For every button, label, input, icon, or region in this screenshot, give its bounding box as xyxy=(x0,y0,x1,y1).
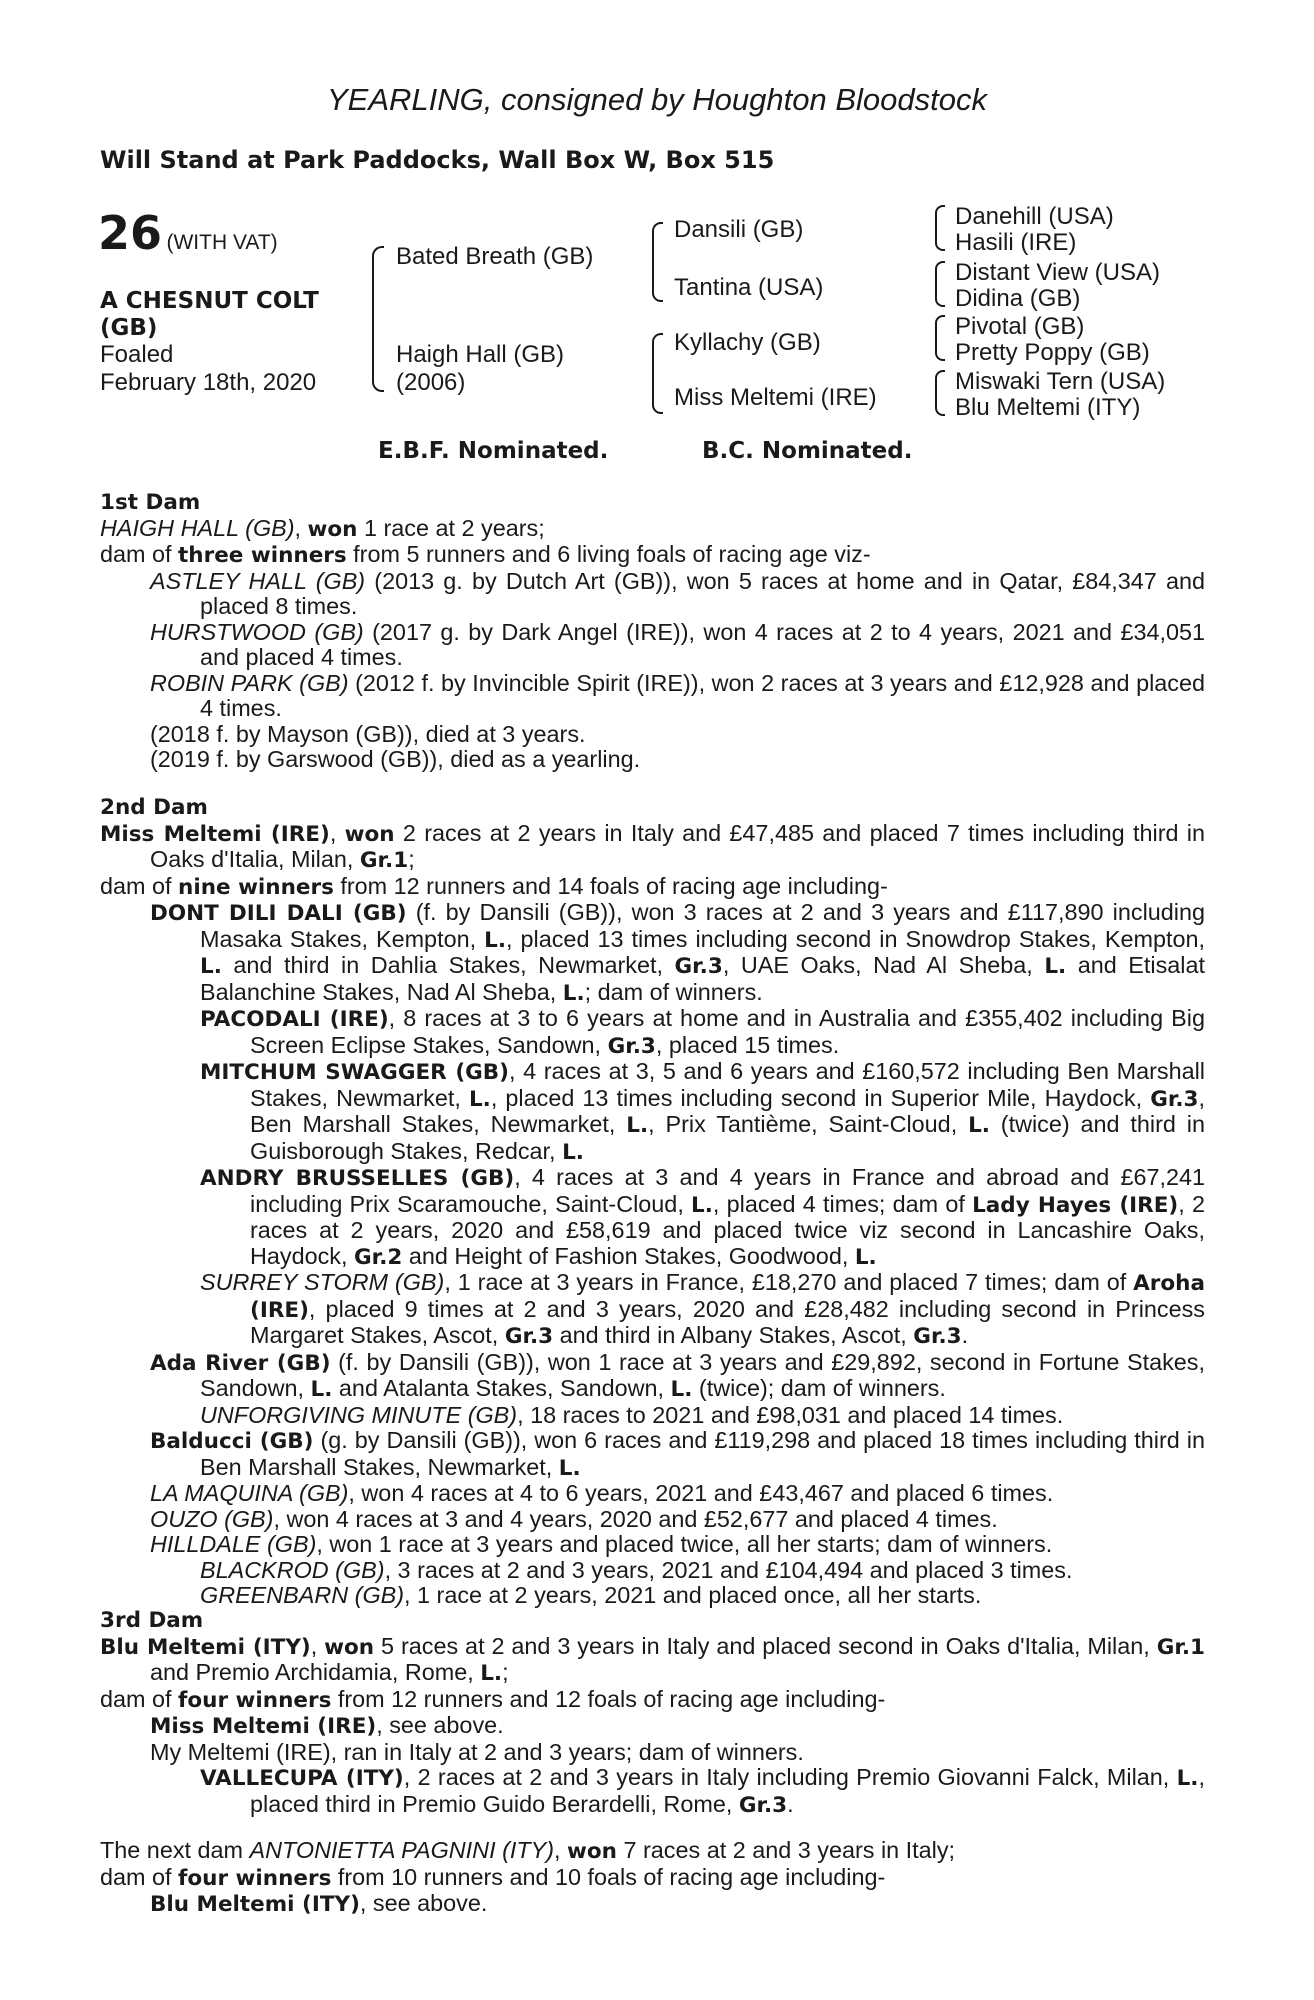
listed: L. xyxy=(562,1139,584,1165)
text: from 10 runners and 10 foals of racing age including- xyxy=(331,1863,886,1890)
sire-dam-brace xyxy=(372,246,384,392)
text: and third in Dahlia Stakes, Newmarket, xyxy=(221,952,675,978)
dam-year: (2006) xyxy=(396,369,466,396)
horse-name: OUZO (GB) xyxy=(150,1505,274,1532)
next-dam-line xyxy=(100,1838,1205,1865)
next-dam-section xyxy=(100,1838,1205,1918)
produce-entry xyxy=(100,1481,1205,1507)
text: , won 4 races at 4 to 6 years, 2021 and £43,467 and placed 6 times. xyxy=(348,1480,1054,1506)
text: ; dam of winners. xyxy=(584,978,763,1005)
listed: L. xyxy=(558,1455,581,1481)
text: , 1 race at 2 years, 2021 and placed once, all her starts. xyxy=(404,1582,982,1608)
horse-name: Ada River (GB) xyxy=(150,1350,331,1376)
sep: , xyxy=(329,819,345,846)
horse-name: PACODALI (IRE) xyxy=(200,1007,389,1032)
horse-name: Lady Hayes (IRE) xyxy=(972,1192,1179,1218)
horse-name: UNFORGIVING MINUTE (GB) xyxy=(200,1401,518,1428)
gg-8: Blu Meltemi (ITY) xyxy=(955,394,1141,421)
horse-name: MITCHUM SWAGGER (GB) xyxy=(200,1060,510,1085)
grand-produce-entry xyxy=(100,1558,1205,1584)
text: dam of xyxy=(100,541,179,567)
second-dam-line xyxy=(100,821,1205,874)
produce-entry: (2019 f. by Garswood (GB)), died as a yearling. xyxy=(150,746,641,772)
text: , 4 races at 3, 5 and 6 years and £160,572 including Ben Marshall Stakes, Newmarket, xyxy=(250,1058,1205,1111)
grade: Gr.1 xyxy=(1156,1634,1205,1660)
grade: Gr.3 xyxy=(674,954,723,979)
g-brace-4 xyxy=(935,370,945,416)
horse-name: LA MAQUINA (GB) xyxy=(150,1480,349,1506)
listed: L. xyxy=(968,1113,990,1138)
third-dam-section xyxy=(100,1608,1205,1818)
listed: L. xyxy=(626,1113,649,1138)
produce-entry xyxy=(100,671,1205,722)
produce-entry xyxy=(100,1713,1205,1740)
text: 5 races at 2 and 3 years in Italy and placed second in Oaks d'Italia, Milan, xyxy=(374,1632,1157,1659)
foaled-date: February 18th, 2020 xyxy=(100,369,317,396)
text: The next dam xyxy=(100,1837,250,1863)
dam-line-brace xyxy=(652,333,663,414)
horse-name: HURSTWOOD (GB) xyxy=(150,618,364,645)
text: , 1 race at 3 years in France, £18,270 and placed 7 times; dam of xyxy=(444,1269,1134,1295)
page-title: YEARLING, consigned by Houghton Bloodstock xyxy=(327,82,987,117)
horse-name: BLACKROD (GB) xyxy=(200,1556,385,1583)
bc-nomination: B.C. Nominated. xyxy=(702,438,913,464)
g-brace-3 xyxy=(935,315,945,361)
text: ; xyxy=(502,1659,509,1685)
text: , 2 races at 2 and 3 years in Italy including Premio Giovanni Falck, Milan, xyxy=(403,1764,1177,1790)
text: , see above. xyxy=(376,1712,504,1738)
text: , UAE Oaks, Nad Al Sheba, xyxy=(722,952,1045,978)
produce-entry xyxy=(100,1507,1205,1533)
horse-name: GREENBARN (GB) xyxy=(200,1582,405,1608)
text: and Premio Archidamia, Rome, xyxy=(150,1659,481,1685)
grand-produce-entry xyxy=(100,1165,1205,1270)
produce-summary xyxy=(100,1865,1205,1892)
text: . xyxy=(787,1790,794,1817)
produce-entry xyxy=(100,1428,1205,1481)
stand-location: Will Stand at Park Paddocks, Wall Box W, Box 515 xyxy=(100,146,775,174)
vat-label: (WITH VAT) xyxy=(166,231,278,254)
gg-2: Hasili (IRE) xyxy=(955,229,1077,256)
gg-6: Pretty Poppy (GB) xyxy=(955,339,1150,366)
winners-count: four winners xyxy=(178,1687,332,1713)
g-brace-1 xyxy=(935,205,945,251)
produce-summary xyxy=(100,542,1205,569)
dam-dam-name: Miss Meltemi (IRE) xyxy=(674,384,877,411)
second-dam-heading: 2nd Dam xyxy=(100,795,208,820)
ebf-nomination: E.B.F. Nominated. xyxy=(378,438,609,464)
text: , 2 races at 2 years, 2020 and £58,619 and placed twice viz second in Lancashire Oaks, Haydock, xyxy=(250,1190,1205,1269)
horse-name: Miss Meltemi (IRE) xyxy=(150,1714,377,1739)
produce-summary xyxy=(100,1687,1205,1714)
text: (twice); dam of winners. xyxy=(692,1375,946,1401)
text: from 5 runners and 6 living foals of racing age viz- xyxy=(346,541,871,567)
text: dam of xyxy=(100,872,179,899)
grade: Gr.3 xyxy=(1150,1086,1199,1112)
horse-name: ASTLEY HALL (GB) xyxy=(150,567,366,594)
lot-description: A CHESNUT COLT xyxy=(100,288,319,314)
winners-count: nine winners xyxy=(178,874,334,900)
winners-count: three winners xyxy=(178,543,347,568)
grand-produce-entry xyxy=(100,1006,1205,1059)
gg-3: Distant View (USA) xyxy=(955,259,1160,286)
won-label: won xyxy=(344,821,395,847)
listed: L. xyxy=(200,954,222,979)
text: and Etisalat Balanchine Stakes, Nad Al Sheba, xyxy=(200,952,1206,1005)
dam-sire-name: Kyllachy (GB) xyxy=(674,329,821,356)
horse-name: ANDRY BRUSSELLES (GB) xyxy=(200,1166,515,1191)
lot-header xyxy=(98,206,278,260)
dam-name: Haigh Hall (GB) xyxy=(396,341,565,368)
third-dam-heading: 3rd Dam xyxy=(100,1608,204,1633)
dam-name: Miss Meltemi (IRE) xyxy=(100,821,330,847)
foaled-label: Foaled xyxy=(100,341,174,368)
listed: L. xyxy=(484,927,506,953)
dam-name: ANTONIETTA PAGNINI (ITY) xyxy=(249,1837,555,1863)
text: from 12 runners and 12 foals of racing age including- xyxy=(331,1685,886,1712)
text: and Atalanta Stakes, Sandown, xyxy=(332,1375,671,1401)
sep: , xyxy=(310,1632,325,1659)
listed: L. xyxy=(854,1244,877,1270)
text: (f. by Dansili (GB)), won 3 races at 2 and 3 years and £117,890 including Masaka Stakes, Kempton, xyxy=(200,899,1205,952)
first-dam-line xyxy=(100,516,1205,543)
text: , Ben Marshall Stakes, Newmarket, xyxy=(250,1084,1206,1137)
text: (g. by Dansili (GB)), won 6 races and £119,298 and placed 18 times including third in Ben Marshall Stakes, Newmarket, xyxy=(200,1427,1205,1480)
first-dam-section xyxy=(100,490,1205,773)
listed: L. xyxy=(1176,1766,1199,1791)
text: (twice) and third in Guisborough Stakes, Redcar, xyxy=(250,1111,1205,1164)
produce-entry xyxy=(100,1891,1205,1918)
listed: L. xyxy=(691,1192,713,1218)
text: , Prix Tantième, Saint-Cloud, xyxy=(648,1111,969,1137)
race-record: 1 race at 2 years; xyxy=(357,514,545,541)
sire-line-brace xyxy=(652,222,663,302)
text: from 12 runners and 14 foals of racing age including- xyxy=(333,872,888,899)
text: , 8 races at 3 to 6 years at home and in Australia and £355,402 including Big Screen Eclipse Stakes, Sandown, xyxy=(250,1005,1205,1058)
text: , placed 13 times including second in Snowdrop Stakes, Kempton, xyxy=(506,925,1205,952)
grade: Gr.3 xyxy=(607,1033,656,1059)
first-dam-heading: 1st Dam xyxy=(100,490,201,515)
listed: L. xyxy=(670,1377,693,1402)
text: , placed 4 times; dam of xyxy=(712,1190,973,1217)
grade: Gr.1 xyxy=(359,848,409,873)
produce-entry xyxy=(100,900,1205,1006)
produce-summary xyxy=(100,874,1205,901)
dam-name: HAIGH HALL (GB) xyxy=(100,514,295,541)
sire-dam-name: Tantina (USA) xyxy=(674,274,824,301)
produce-entry xyxy=(100,1350,1205,1403)
text: , placed 13 times including second in Superior Mile, Haydock, xyxy=(490,1084,1151,1111)
gg-7: Miswaki Tern (USA) xyxy=(955,368,1166,395)
text: , see above. xyxy=(359,1890,488,1916)
gg-4: Didina (GB) xyxy=(955,285,1081,312)
lot-description-country: (GB) xyxy=(100,315,158,341)
text: 7 races at 2 and 3 years in Italy; xyxy=(617,1837,956,1863)
won-label: won xyxy=(567,1839,617,1864)
sire-name: Bated Breath (GB) xyxy=(396,243,594,270)
sire-sire-name: Dansili (GB) xyxy=(674,216,804,243)
text: 2 races at 2 years in Italy and £47,485 and placed 7 times including third in Oaks d'Italia, Milan, xyxy=(150,819,1206,872)
grade: Gr.3 xyxy=(504,1324,554,1349)
text: , placed 15 times. xyxy=(655,1031,840,1058)
grade: Gr.3 xyxy=(913,1324,962,1349)
text: , 3 races at 2 and 3 years, 2021 and £104,494 and placed 3 times. xyxy=(384,1556,1073,1583)
text: dam of xyxy=(100,1685,179,1712)
grand-produce-entry xyxy=(100,1059,1205,1165)
listed: L. xyxy=(1044,954,1067,979)
winners-count: four winners xyxy=(178,1865,332,1891)
text: , 4 races at 3 and 4 years in France and abroad and £67,241 including Prix Scaramouche, Saint-Cloud, xyxy=(250,1164,1205,1217)
horse-name: HILLDALE (GB) xyxy=(150,1531,317,1557)
text: and Height of Fashion Stakes, Goodwood, xyxy=(402,1242,855,1269)
grade: Gr.2 xyxy=(354,1244,403,1270)
grand-produce-entry xyxy=(100,1583,1205,1609)
grand-produce-entry xyxy=(100,1403,1205,1429)
text: ; xyxy=(408,846,415,872)
sep: , xyxy=(294,514,302,541)
horse-name: Blu Meltemi (ITY) xyxy=(150,1892,360,1917)
grand-produce-entry xyxy=(100,1765,1205,1818)
second-dam-section xyxy=(100,795,1205,1609)
grade: Gr.3 xyxy=(738,1792,788,1818)
gg-1: Danehill (USA) xyxy=(955,203,1114,230)
listed: L. xyxy=(480,1661,503,1686)
third-dam-line xyxy=(100,1634,1205,1687)
horse-name: DONT DILI DALI (GB) xyxy=(150,901,407,926)
text: (2012 f. by Invincible Spirit (IRE)), won 2 races at 3 years and £12,928 and placed 4 times. xyxy=(200,669,1205,721)
grand-produce-entry xyxy=(100,1270,1205,1350)
listed: L. xyxy=(562,980,585,1006)
lot-number: 26 xyxy=(98,206,163,260)
horse-name: Balducci (GB) xyxy=(150,1429,314,1454)
produce-entry: My Meltemi (IRE), ran in Italy at 2 and 3 years; dam of winners. xyxy=(150,1738,804,1765)
produce-entry xyxy=(100,569,1205,620)
produce-entry: (2018 f. by Mayson (GB)), died at 3 years. xyxy=(150,720,586,747)
won-label: won xyxy=(324,1634,375,1660)
text: , placed 9 times at 2 and 3 years, 2020 and £28,482 including second in Princess Margaret Stakes, Ascot, xyxy=(250,1295,1205,1348)
listed: L. xyxy=(468,1086,491,1112)
text: , won 4 races at 3 and 4 years, 2020 and £52,677 and placed 4 times. xyxy=(273,1505,998,1532)
text: , placed third in Premio Guido Berardelli, Rome, xyxy=(250,1764,1205,1817)
text: dam of xyxy=(100,1863,179,1890)
text: (f. by Dansili (GB)), won 1 race at 3 years and £29,892, second in Fortune Stakes, Sandown, xyxy=(200,1348,1205,1401)
horse-name: SURREY STORM (GB) xyxy=(200,1269,445,1295)
text: (2013 g. by Dutch Art (GB)), won 5 races at home and in Qatar, £84,347 and placed 8 times. xyxy=(200,567,1205,619)
produce-entry xyxy=(100,620,1205,671)
produce-entry xyxy=(100,1532,1205,1558)
text: and third in Albany Stakes, Ascot, xyxy=(553,1322,914,1348)
text: . xyxy=(961,1322,969,1348)
text: (2017 g. by Dark Angel (IRE)), won 4 races at 2 to 4 years, 2021 and £34,051 and placed 4 times. xyxy=(200,618,1206,670)
horse-name: VALLECUPA (ITY) xyxy=(200,1766,404,1791)
text: , won 1 race at 3 years and placed twice, all her starts; dam of winners. xyxy=(316,1531,1053,1557)
listed: L. xyxy=(310,1377,333,1402)
gg-5: Pivotal (GB) xyxy=(955,313,1085,340)
text: , 18 races to 2021 and £98,031 and placed 14 times. xyxy=(517,1401,1064,1428)
sep: , xyxy=(554,1837,568,1863)
won-label: won xyxy=(307,516,358,542)
horse-name: Aroha (IRE) xyxy=(250,1271,1205,1323)
horse-name: ROBIN PARK (GB) xyxy=(150,669,349,696)
g-brace-2 xyxy=(935,261,945,307)
dam-name: Blu Meltemi (ITY) xyxy=(100,1634,311,1660)
